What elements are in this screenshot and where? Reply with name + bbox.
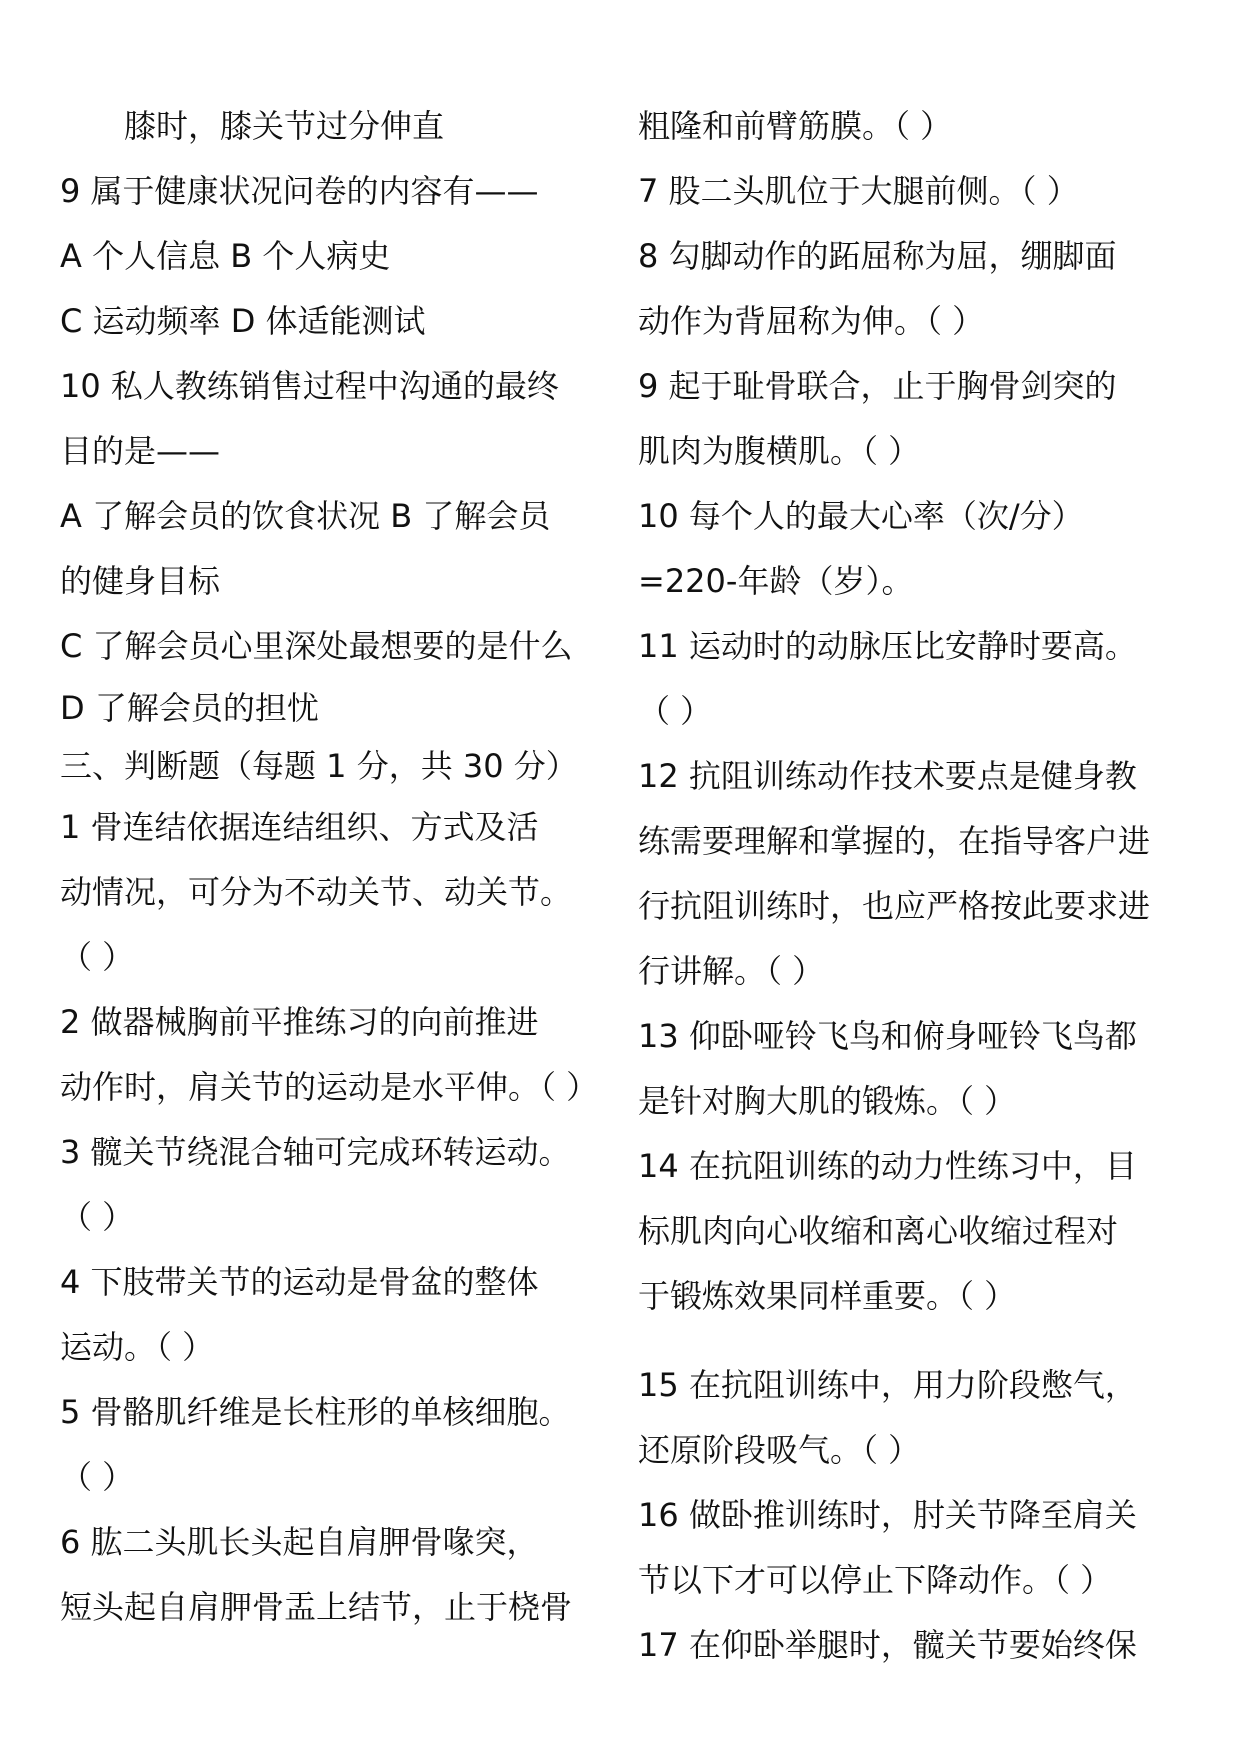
text-line: 9 属于健康状况问卷的内容有——: [60, 172, 539, 210]
text-line: 12 抗阻训练动作技术要点是健身教: [638, 757, 1137, 795]
text-line: 是针对胸大肌的锻炼。（ ）: [638, 1082, 1017, 1120]
text-line: 于锻炼效果同样重要。（ ）: [638, 1277, 1017, 1315]
text-line: 动作为背屈称为伸。（ ）: [638, 302, 985, 340]
text-line: 行讲解。（ ）: [638, 952, 825, 990]
text-line: C 了解会员心里深处最想要的是什么: [60, 627, 573, 665]
right-column: [638, 94, 1198, 1678]
text-line: （ ）: [60, 938, 135, 976]
left-column: [60, 94, 605, 1640]
text-line: 行抗阻训练时，也应严格按此要求进: [638, 887, 1151, 925]
text-line: =220-年龄（岁）。: [638, 562, 914, 600]
text-line: A 了解会员的饮食状况 B 了解会员: [60, 497, 551, 535]
text-line: 7 股二头肌位于大腿前侧。（ ）: [638, 172, 1079, 210]
text-line: 2 做器械胸前平推练习的向前推进: [60, 1003, 539, 1041]
text-line: 14 在抗阻训练的动力性练习中，目: [638, 1147, 1137, 1185]
text-line: 9 起于耻骨联合，止于胸骨剑突的: [638, 367, 1117, 405]
text-line: 4 下肢带关节的运动是骨盆的整体: [60, 1263, 539, 1301]
text-line: 还原阶段吸气。（ ）: [638, 1431, 921, 1469]
text-line: （ ）: [638, 692, 713, 730]
text-line: （ ）: [60, 1198, 135, 1236]
text-line: 目的是——: [60, 432, 221, 470]
text-line: A 个人信息 B 个人病史: [60, 237, 391, 275]
text-line: 5 骨骼肌纤维是长柱形的单核细胞。: [60, 1393, 571, 1431]
text-line: 动情况，可分为不动关节、动关节。: [60, 873, 573, 911]
text-line: 10 每个人的最大心率（次/分）: [638, 497, 1084, 535]
text-line: 17 在仰卧举腿时，髋关节要始终保: [638, 1626, 1137, 1664]
text-line: 1 骨连结依据连结组织、方式及活: [60, 808, 539, 846]
text-line: 肌肉为腹横肌。（ ）: [638, 432, 921, 470]
text-line: （ ）: [60, 1458, 135, 1496]
text-line: 动作时，肩关节的运动是水平伸。（ ）: [60, 1068, 599, 1106]
text-line: 16 做卧推训练时，肘关节降至肩关: [638, 1496, 1137, 1534]
text-line: C 运动频率 D 体适能测试: [60, 302, 426, 340]
text-line: 10 私人教练销售过程中沟通的最终: [60, 367, 559, 405]
text-line: 的健身目标: [60, 562, 221, 600]
text-line: 标肌肉向心收缩和离心收缩过程对: [638, 1212, 1119, 1250]
text-line: 15 在抗阻训练中，用力阶段憋气，: [638, 1366, 1137, 1404]
text-line: 运动。（ ）: [60, 1328, 215, 1366]
text-line: 8 勾脚动作的跖屈称为屈，绷脚面: [638, 237, 1117, 275]
section-heading: 三、判断题（每题 1 分，共 30 分）: [60, 747, 578, 785]
text-line: D 了解会员的担忧: [60, 689, 319, 727]
text-line: 6 肱二头肌长头起自肩胛骨喙突，: [60, 1523, 539, 1561]
text-line: 粗隆和前臂筋膜。（ ）: [638, 107, 953, 145]
text-line: 节以下才可以停止下降动作。（ ）: [638, 1561, 1113, 1599]
text-line: 短头起自肩胛骨盂上结节，止于桡骨: [60, 1588, 573, 1626]
spacer: [638, 1329, 1198, 1353]
text-line: 练需要理解和掌握的，在指导客户进: [638, 822, 1151, 860]
text-line: 3 髋关节绕混合轴可完成环转运动。: [60, 1133, 571, 1171]
text-line: 膝时，膝关节过分伸直: [60, 107, 445, 145]
text-line: 13 仰卧哑铃飞鸟和俯身哑铃飞鸟都: [638, 1017, 1137, 1055]
text-line: 11 运动时的动脉压比安静时要高。: [638, 627, 1137, 665]
